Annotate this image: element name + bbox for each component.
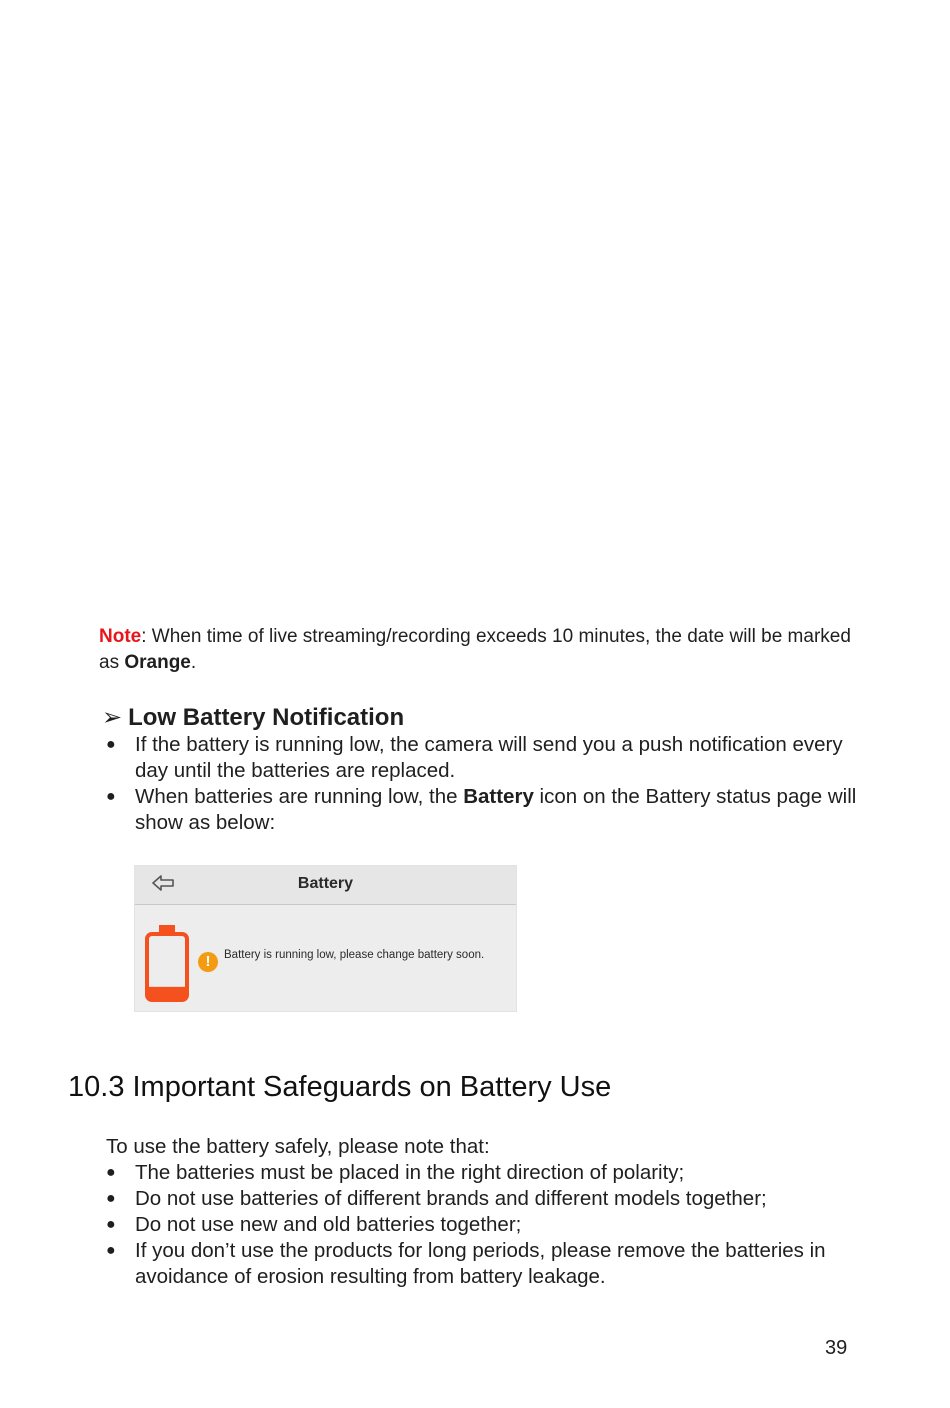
note-text: : When time of live streaming/recording exceeds 10 minutes, the date will be marked as (99, 626, 851, 673)
list-item (102, 1212, 882, 1238)
low-battery-icon (144, 924, 190, 1004)
battery-status-screenshot (134, 865, 517, 1012)
list-item (102, 732, 862, 784)
battery-level-fill (149, 987, 185, 998)
low-battery-message: Battery is running low, please change battery soon. (224, 949, 485, 961)
note-paragraph (99, 624, 859, 676)
list-item (102, 1160, 882, 1186)
list-item-text: If the battery is running low, the camera will send you a push notification every day until the batteries are replaced. (135, 733, 843, 782)
low-battery-heading-text: Low Battery Notification (128, 704, 405, 731)
warning-icon: ! (198, 952, 218, 972)
safeguards-list (102, 1160, 882, 1290)
bullet-icon: ● (106, 1190, 116, 1207)
list-item-text: If you don’t use the products for long periods, please remove the batteries in avoidance of erosion resulting from battery leakage. (135, 1239, 826, 1288)
arrow-bullet-icon: ➢ (102, 704, 123, 731)
list-item-text: Do not use batteries of different brands and different models together; (135, 1187, 767, 1210)
list-item (102, 1238, 882, 1290)
list-item-text: The batteries must be placed in the right direction of polarity; (135, 1161, 685, 1184)
list-item-text-end: icon on the Battery status page will show as below: (135, 785, 857, 834)
bullet-icon: ● (106, 736, 116, 753)
note-label: Note (99, 626, 142, 647)
section-heading: 10.3 Important Safeguards on Battery Use (68, 1071, 612, 1103)
screenshot-header-bar (135, 866, 516, 905)
bullet-icon: ● (106, 1216, 116, 1233)
note-text-end: . (190, 652, 197, 673)
bullet-icon: ● (106, 788, 116, 805)
low-battery-heading (102, 703, 404, 733)
list-item-text: Do not use new and old batteries together; (135, 1213, 522, 1236)
bullet-icon: ● (106, 1242, 116, 1259)
list-item-text: When batteries are running low, the (135, 785, 464, 808)
bullet-icon: ● (106, 1164, 116, 1181)
screenshot-title: Battery (297, 875, 354, 892)
list-item (102, 784, 862, 836)
note-bold-word: Orange (124, 652, 191, 673)
low-battery-list (102, 732, 862, 836)
list-item (102, 1186, 882, 1212)
list-item-bold: Battery (463, 785, 534, 808)
page-number: 39 (825, 1337, 848, 1359)
section-intro: To use the battery safely, please note that: (106, 1135, 490, 1158)
